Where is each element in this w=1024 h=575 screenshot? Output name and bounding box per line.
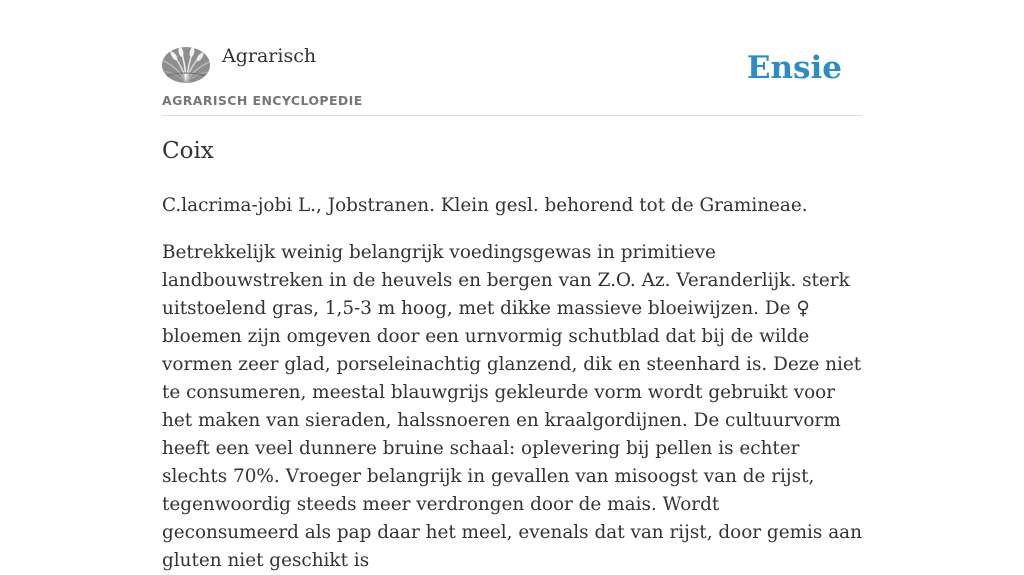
- article-title: Coix: [162, 138, 214, 164]
- site-name[interactable]: Agrarisch: [222, 45, 317, 67]
- article-paragraph: Betrekkelijk weinig belangrijk voedingsgewas in primitieve landbouwstreken in de heuvels en bergen van Z.O. Az. Veranderlijk. sterk uitstoelend gras, 1,5-3 m hoog, met dikke massieve bloeiwijzen. De ♀ bloemen zijn omgeven door een urnvormig schutblad dat bij de wilde vormen zeer glad, porseleinachtig glanzend, dik en steenhard is. Deze niet te consumeren, meestal blauwgrijs gekleurde vorm wordt gebruikt voor het maken van sieraden, halssnoeren en kraalgordijnen. De cultuurvorm heeft een veel dunnere bruine schaal: oplevering bij pellen is echter slechts 70%. Vroeger belangrijk in gevallen van misoogst van de rijst, tegenwoordig steeds meer verdrongen door de mais. Wordt geconsumeerd als pap daar het meel, evenals dat van rijst, door gemis aan gluten niet geschikt is: [162, 242, 862, 571]
- brand-logo-text[interactable]: Ensie: [746, 50, 842, 86]
- article-paragraph: C.lacrima-jobi L., Jobstranen. Klein gesl. behorend tot de Gramineae.: [162, 195, 808, 216]
- site-subtitle: AGRARISCH ENCYCLOPEDIE: [162, 93, 363, 108]
- wheat-logo-icon[interactable]: [162, 47, 210, 83]
- content-column: [162, 0, 862, 571]
- site-header: [162, 0, 862, 116]
